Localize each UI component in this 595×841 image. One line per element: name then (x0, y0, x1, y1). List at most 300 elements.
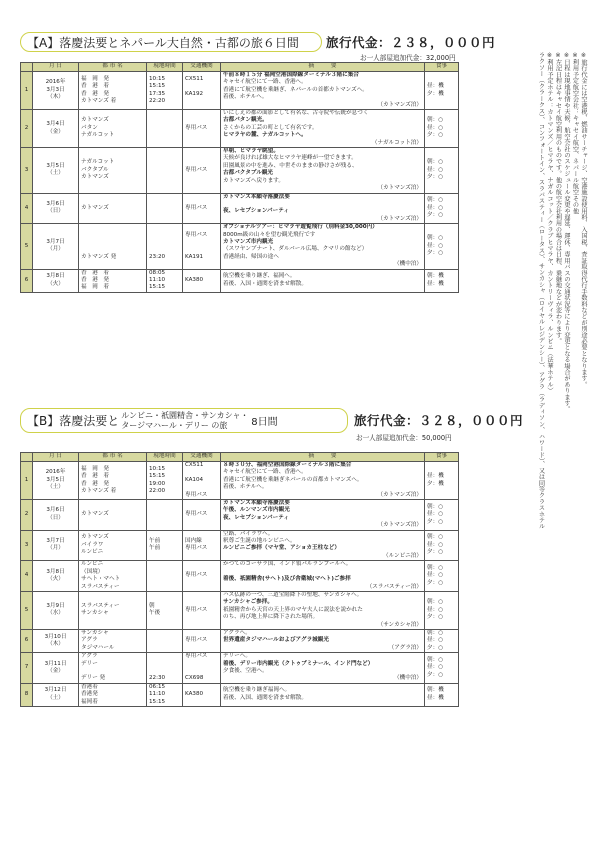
b_rows.5.meal-line: 夕：○ (427, 644, 444, 651)
time-cell (147, 653, 183, 684)
city-cell (79, 591, 147, 629)
b_rows.1.date-line: （日） (47, 514, 64, 521)
b_rows.2.date-line: （月） (47, 545, 64, 552)
a_rows.4.city-line (81, 246, 144, 253)
b_rows.6.meal-line: 朝：○ (427, 656, 444, 663)
b_rows.0.meal-line: 夕：機 (427, 480, 444, 487)
a_rows.4.desc-line: 8000m級の山々を望む観光飛行です (223, 231, 316, 238)
a_rows.0.desc-line: 香港にて航空機を乗継ぎ、ネパールの首都カトマンズへ。 (223, 86, 368, 93)
a_rows.5.time-line: 15:15 (149, 284, 166, 291)
b_rows.4.desc-line: のち、再び地上界に降下された場所。 (223, 614, 319, 621)
a_rows.2.meal-line: 夕：○ (427, 173, 444, 180)
city-cell (79, 462, 147, 500)
a_rows.3.meal-line: 朝：○ (427, 197, 444, 204)
time-cell (147, 269, 183, 292)
a_rows.4.city-line (81, 232, 144, 239)
tour-a-title: 【A】落慶法要とネパール大自然・古都の旅６日間 (27, 35, 299, 50)
city-cell (79, 193, 147, 224)
day-number: 1 (21, 462, 33, 500)
b_rows.7.time-line: 15:15 (149, 698, 166, 705)
b_rows.7.city-line: 香港着 (81, 683, 98, 690)
day-number: 1 (21, 72, 33, 110)
b_rows.3.date-line: 3月8日 (46, 568, 65, 575)
b_rows.0.desc-line: 香港にて航空機を乗継ぎネパールの首都カトマンズへ。 (223, 476, 363, 483)
date-cell (33, 683, 79, 706)
a_rows.5.city-line: 香 港 着 (81, 269, 109, 276)
tour-b-price: 旅行代金：３２８，０００円 (354, 413, 524, 428)
header-5: 食事 (425, 63, 459, 72)
a_rows.1.city-line: パタン (81, 124, 98, 131)
meal-cell (425, 72, 459, 110)
b_rows.0.desc-line: ８時３０分、福岡空港国際線ターミナル３階に集合 (223, 462, 352, 468)
a_rows.4.meal-line: 昼：○ (427, 242, 444, 249)
a_rows.2.city-line: バクタプル (81, 166, 109, 173)
overnight-stay: （カトマンズ泊） (377, 215, 422, 222)
a_rows.4.city-line (81, 239, 144, 246)
a_rows.3.desc-line: 夜、レセプションパーティ (223, 208, 289, 215)
a_rows.2.date-line: 3月5日 (46, 162, 65, 169)
tour-b-single-charge: お一人部屋追加代金：50,000円 (356, 434, 452, 442)
transport-cell (183, 193, 221, 224)
overnight-stay: （サンカシャ泊） (377, 621, 422, 628)
b_rows.6.time-line (149, 653, 180, 660)
a_rows.1.meal-line: 夕：○ (427, 132, 444, 139)
a_rows.4.trans-line (185, 246, 218, 253)
a_rows.2.desc-line: カトマンズへ戻ります。 (223, 177, 284, 184)
itinerary-row (21, 148, 459, 193)
b_rows.0.city-line: 香 港 発 (81, 480, 109, 487)
a_rows.3.meal-line: 昼：○ (427, 204, 444, 211)
b_rows.0.date-line: 2016年 (45, 469, 66, 476)
time-cell (147, 591, 183, 629)
a_rows.1.meal-line: 朝：○ (427, 117, 444, 124)
date-cell (33, 148, 79, 193)
b_rows.3.meal-line: 朝：○ (427, 564, 444, 571)
date-cell (33, 629, 79, 652)
meal-cell (425, 629, 459, 652)
b_rows.0.meal-line: 昼：機 (427, 473, 444, 480)
meal-cell (425, 591, 459, 629)
transport-cell (183, 462, 221, 500)
b_rows.2.desc-line: ルンビニご参拝（マヤ堂、アショカ王柱など） (223, 545, 340, 552)
time-cell (147, 72, 183, 110)
time-cell (147, 500, 183, 531)
header-2: 現地時間 (147, 453, 183, 462)
overnight-stay: （カトマンズ泊） (377, 491, 422, 498)
a_rows.2.date-line: （土） (47, 170, 64, 177)
a_rows.4.trans-line: 専用バス (185, 231, 208, 238)
b_rows.7.date-line: 3月12日 (44, 687, 67, 694)
note-line: ※利用予定ホテル：カトマンズ／ヒマラヤ、ナガルコット／クラブヒマラヤ、カントリーヴィラ、ルンビニ（法華ホテル） (546, 52, 553, 394)
b_rows.0.trans-line (185, 469, 218, 476)
header-4: 摘 要 (221, 453, 425, 462)
a_rows.4.time-line (149, 232, 180, 239)
a_rows.4.city-line: カトマンズ 発 (81, 253, 117, 260)
itinerary-row (21, 193, 459, 224)
date-cell (33, 193, 79, 224)
b_rows.0.desc-line: キャセイ航空にて一路、香港へ。 (223, 469, 307, 476)
tour-b-days: 8日間 (251, 417, 278, 428)
city-cell (79, 110, 147, 148)
b_rows.3.meal-line: 昼：○ (427, 572, 444, 579)
b_rows.4.date-line: （水） (47, 610, 64, 617)
city-cell (79, 224, 147, 269)
description-cell (221, 629, 425, 652)
header-no (21, 453, 33, 462)
b_rows.2.desc-line: 釈尊ご生誕の地ルンビニへ。 (223, 538, 296, 545)
a_rows.0.desc-line: キャセイ航空にて一路、香港へ。 (223, 79, 307, 86)
b_rows.0.time-line: 19:00 (149, 480, 166, 487)
b_rows.0.date-line: （土） (47, 484, 64, 491)
a_rows.5.trans-line (185, 284, 218, 291)
header-3: 交通機関 (183, 63, 221, 72)
header-0: 月 日 (33, 63, 79, 72)
day-number: 3 (21, 530, 33, 561)
transport-cell (183, 530, 221, 561)
tour-b-title-box (20, 408, 348, 433)
b_rows.7.date-line: （土） (47, 694, 64, 701)
b_rows.7.meal-line: 朝：機 (427, 687, 444, 694)
b_rows.6.city-line: アグラ (81, 653, 98, 660)
time-cell (147, 193, 183, 224)
a_rows.5.meal-line: 朝：機 (427, 273, 444, 280)
b_rows.4.city-line: スラバスティー (81, 603, 120, 610)
note-line: ※日程は現地事情や天候、航空会社のスケジュール変更や遅延、運休、専用バスの交通状況等により変更となる場合があります。 (563, 52, 570, 413)
b_rows.1.desc-line: カトマンズ本願寺落慶法要 (223, 500, 290, 507)
a_rows.3.city-line: カトマンズ (81, 204, 109, 211)
b_rows.3.city-line: ルンビニ (81, 561, 104, 568)
a_rows.0.trans-line: CX511 (185, 75, 204, 82)
a_rows.0.trans-line (185, 98, 218, 105)
meal-cell (425, 530, 459, 561)
b_rows.3.city-line: （国境） (81, 568, 104, 575)
city-cell (79, 269, 147, 292)
b_rows.1.trans-line: 専用バス (185, 511, 208, 518)
meal-cell (425, 193, 459, 224)
a_rows.5.date-line: （火） (47, 280, 64, 287)
b_rows.0.date-line: 3月5日 (46, 476, 65, 483)
b_rows.1.meal-line: 夕：○ (427, 518, 444, 525)
city-cell (79, 148, 147, 193)
a_rows.4.desc-line: 香港経由、帰国の途へ (223, 253, 279, 260)
header-5: 食事 (425, 453, 459, 462)
a_rows.2.city-line: カトマンズ (81, 173, 109, 180)
a_rows.3.desc-line: カトマンズ本願寺落慶法要 (223, 193, 290, 200)
day-number: 3 (21, 148, 33, 193)
b_rows.6.time-line: 22:30 (149, 675, 166, 682)
transport-cell (183, 72, 221, 110)
b_rows.7.trans-line: KA380 (185, 691, 204, 698)
a_rows.1.desc-line: ヒマラヤの麓、ナガルコットへ。 (223, 132, 307, 139)
a_rows.0.trans-line: KA192 (185, 90, 204, 97)
transport-cell (183, 110, 221, 148)
tour-b-title: 【B】落慶法要と (27, 414, 120, 428)
b_rows.6.trans-line: CX698 (185, 675, 204, 682)
b_rows.5.city-line: サンカシャ (81, 629, 109, 636)
b_rows.6.trans-line: 専用バス (185, 653, 208, 660)
b_rows.7.time-line: 11:10 (149, 691, 166, 698)
b_rows.4.desc-line: ハス仏跡の一つ、三道宝階降下の聖地、サンカシャへ。 (223, 591, 363, 598)
a_rows.0.time-line: 22:20 (149, 97, 166, 104)
b_rows.1.desc-line: 夜、レセプションパーティ (223, 514, 289, 521)
meal-cell (425, 653, 459, 684)
day-number: 5 (21, 224, 33, 269)
a_rows.0.trans-line (185, 83, 218, 90)
transport-cell (183, 224, 221, 269)
b_rows.0.city-line: カトマンズ 着 (81, 487, 117, 494)
a_rows.5.meal-line: 昼：機 (427, 280, 444, 287)
a_rows.3.trans-line: 専用バス (185, 204, 208, 211)
a_rows.4.desc-line: オプショナルツアー：ヒマラヤ遊覧飛行（別料金30,000円） (223, 224, 378, 231)
meal-cell (425, 683, 459, 706)
a_rows.5.city-line: 福 岡 着 (81, 284, 109, 291)
a_rows.0.time-line: 10:15 (149, 75, 166, 82)
b_rows.4.trans-line: 専用バス (185, 606, 208, 613)
b_rows.6.time-line (149, 668, 180, 675)
a_rows.4.meal-line: 夕：○ (427, 250, 444, 257)
a_rows.4.desc-line: カトマンズ市内観光 (223, 238, 274, 245)
description-cell (221, 269, 425, 292)
description-cell (221, 110, 425, 148)
b_rows.6.meal-line: 昼：○ (427, 664, 444, 671)
a_rows.0.meal-line: 夕：機 (427, 90, 444, 97)
a_rows.4.desc-line: （スワヤンブナート、ダルバール広場、クマリの館など） (223, 246, 368, 253)
b_rows.2.trans-line: 国内線 (185, 538, 202, 545)
b_rows.3.desc-line (223, 569, 422, 576)
a_rows.2.desc-line: 天候が良ければ雄大なヒマラヤ連峰が一望できます。 (223, 155, 357, 162)
header-no (21, 63, 33, 72)
a_rows.0.city-line: 福 岡 発 (81, 75, 109, 82)
tour-a-title-box (20, 32, 322, 52)
a_rows.0.time-line: 15:15 (149, 83, 166, 90)
a_rows.4.time-line: 23:20 (149, 253, 166, 260)
a_rows.5.time-line: 08:05 (149, 269, 166, 276)
header-3: 交通機関 (183, 453, 221, 462)
day-number: 5 (21, 591, 33, 629)
b_rows.0.trans-line: 専用バス (185, 491, 208, 498)
overnight-stay: （カトマンズ泊） (377, 522, 422, 529)
description-cell (221, 683, 425, 706)
a_rows.3.date-line: 3月6日 (46, 200, 65, 207)
b_rows.7.meal-line: 昼：機 (427, 694, 444, 701)
day-number: 4 (21, 561, 33, 592)
note-line: ラクソー（クラークス）、コンフォートイン、スラバスティー（ロータス）、サンカシャ（ロイヤルレジデンシー）、アグラ（ラディソン、ハワード）、又は同等クラスホテル (537, 52, 545, 530)
description-cell (221, 72, 425, 110)
city-cell (79, 530, 147, 561)
a_rows.1.desc-line: さくからの工芸の町として有名です。 (223, 124, 318, 131)
overnight-stay: （機中泊） (394, 261, 422, 268)
a_rows.2.meal-line: 朝：○ (427, 159, 444, 166)
b_rows.2.meal-line: 朝：○ (427, 534, 444, 541)
b_rows.2.meal-line: 夕：○ (427, 549, 444, 556)
b_rows.7.time-line: 06:15 (149, 683, 166, 690)
day-number: 2 (21, 110, 33, 148)
header-4: 摘 要 (221, 63, 425, 72)
a_rows.0.desc-line: 午前８時１５分 福岡空港国際線ターミナル３階に集合 (223, 72, 359, 78)
b_rows.4.desc-line: 祇園精舎から天宮の天上界のマヤ夫人に説法を説かれた (223, 606, 363, 613)
b_rows.7.city-line: 香港発 (81, 691, 98, 698)
header-1: 都 市 名 (79, 453, 147, 462)
city-cell (79, 629, 147, 652)
day-number: 6 (21, 629, 33, 652)
a_rows.4.trans-line (185, 239, 218, 246)
b_rows.6.trans-line (185, 668, 218, 675)
b_rows.3.city-line: サヘト・マヘト (81, 576, 121, 583)
date-cell (33, 462, 79, 500)
a_rows.0.city-line: 香 港 着 (81, 83, 109, 90)
date-cell (33, 530, 79, 561)
b_rows.1.desc-line: 午後、ルンマンズ市内観光 (223, 507, 290, 514)
transport-cell (183, 629, 221, 652)
b_rows.2.trans-line: 専用バス (185, 545, 208, 552)
meal-cell (425, 462, 459, 500)
b_rows.5.trans-line: 専用バス (185, 637, 208, 644)
note-line: ※左記日程はキャセイ航空利用のものです。他の航空会社利用の場合は日程、乗継地などが変わります。 (554, 52, 562, 345)
a_rows.1.city-line: ナガルコット (81, 132, 115, 139)
b_rows.0.time-line: 22:00 (149, 487, 166, 494)
b_rows.3.trans-line: 専用バス (185, 572, 208, 579)
time-cell (147, 530, 183, 561)
b_rows.6.date-line: （金） (47, 667, 64, 674)
a_rows.3.meal-line: 夕：○ (427, 212, 444, 219)
description-cell (221, 530, 425, 561)
b_rows.4.desc-line: サンカシャご参拝。 (223, 599, 273, 606)
city-cell (79, 683, 147, 706)
description-cell (221, 561, 425, 592)
time-cell (147, 110, 183, 148)
b_rows.0.time-line: 15:15 (149, 473, 166, 480)
b_rows.2.time-line: 午前 (149, 545, 161, 552)
b_rows.5.meal-line: 朝：○ (427, 629, 444, 636)
itinerary-row (21, 530, 459, 561)
date-cell (33, 110, 79, 148)
meal-cell (425, 224, 459, 269)
b_rows.3.meal-line: 夕：○ (427, 579, 444, 586)
a_rows.5.city-line: 香 港 発 (81, 276, 109, 283)
b_rows.6.desc-line: デリーへ。 (223, 653, 251, 660)
b_rows.0.trans-line: KA104 (185, 476, 204, 483)
date-cell (33, 561, 79, 592)
transport-cell (183, 653, 221, 684)
day-number: 8 (21, 683, 33, 706)
transport-cell (183, 683, 221, 706)
itinerary-row (21, 629, 459, 652)
a_rows.1.date-line: （金） (47, 128, 64, 135)
meal-cell (425, 269, 459, 292)
a_rows.1.desc-line: 古都パタン観光。 (223, 117, 268, 124)
b_rows.6.meal-line: 夕：○ (427, 671, 444, 678)
a_rows.0.meal-line: 昼：機 (427, 83, 444, 90)
a_rows.5.trans-line (185, 270, 218, 277)
b_rows.4.time-line: 午後 (149, 610, 161, 617)
b_rows.5.desc-line: アグラへ。 (223, 629, 251, 636)
itinerary-row (21, 72, 459, 110)
notes-column (462, 52, 587, 612)
city-cell (79, 72, 147, 110)
b_rows.3.date-line: （火） (47, 576, 64, 583)
overnight-stay: （カトマンズ泊） (377, 185, 422, 192)
a_rows.5.desc-line: 航空機を乗り継ぎ、福岡へ。 (223, 273, 296, 280)
b_rows.3.city-line: スラバスティー (81, 583, 120, 590)
itinerary-row (21, 224, 459, 269)
tour-b-title-sub: ルンビニ・祇園精舎・サンカシャ・タージマハール・デリー の旅 (121, 410, 249, 430)
overnight-stay: （カトマンズ泊） (377, 101, 422, 108)
b_rows.0.city-line: 福 岡 発 (81, 465, 109, 472)
b_rows.6.trans-line (185, 661, 218, 668)
b_rows.3.desc-line: かつてのコーサラ国、インド領バルランプールへ。 (223, 561, 352, 568)
a_rows.0.city-line: カトマンズ 着 (81, 97, 117, 104)
city-cell (79, 561, 147, 592)
b_rows.6.city-line: デリー (81, 660, 98, 667)
transport-cell (183, 561, 221, 592)
tour-a-price: 旅行代金：２３８，０００円 (326, 35, 496, 50)
transport-cell (183, 591, 221, 629)
note-line: ※利用予定航空会社：キャセイ航空、ネパール航空その他 (571, 52, 579, 214)
itinerary-row (21, 269, 459, 292)
b_rows.0.trans-line (185, 484, 218, 491)
description-cell (221, 462, 425, 500)
tour-a-single-charge: お一人部屋追加代金：32,000円 (360, 54, 456, 62)
date-cell (33, 224, 79, 269)
b_rows.6.date-line: 3月11日 (44, 660, 67, 667)
b_rows.0.city-line: 香 港 着 (81, 473, 109, 480)
b_rows.0.trans-line: CX511 (185, 462, 204, 468)
a_rows.5.time-line: 11:10 (149, 276, 166, 283)
b_rows.2.meal-line: 昼：○ (427, 541, 444, 548)
itinerary-row (21, 591, 459, 629)
city-cell (79, 653, 147, 684)
a_rows.0.time-line: 17:35 (149, 90, 166, 97)
meal-cell (425, 110, 459, 148)
b_rows.1.city-line: カトマンズ (81, 511, 109, 518)
tour-a-itinerary-table (20, 62, 459, 293)
a_rows.5.date-line: 3月8日 (46, 273, 65, 280)
itinerary-row (21, 653, 459, 684)
a_rows.4.time-line (149, 239, 180, 246)
a_rows.4.meal-line: 朝：○ (427, 235, 444, 242)
a_rows.2.desc-line: 早朝、ヒマラヤ眺望。 (223, 148, 279, 155)
itinerary-row (21, 683, 459, 706)
meal-cell (425, 561, 459, 592)
b_rows.4.meal-line: 夕：○ (427, 614, 444, 621)
a_rows.4.date-line: 3月7日 (46, 238, 65, 245)
time-cell (147, 561, 183, 592)
meal-cell (425, 500, 459, 531)
b_rows.5.meal-line: 昼：○ (427, 637, 444, 644)
header-0: 月 日 (33, 453, 79, 462)
a_rows.2.desc-line: 田園風景の中を進み、中世そのままの静けさが残る、 (223, 162, 358, 169)
a_rows.5.desc-line: 着後、入国・通関を済ませ解散。 (223, 280, 307, 287)
transport-cell (183, 500, 221, 531)
b_rows.0.time-line: 10:15 (149, 465, 166, 472)
b_rows.6.desc-line: 着後、デリー市内観光（クトゥブミナール、インド門など） (223, 660, 374, 667)
a_rows.5.trans-line: KA380 (185, 276, 204, 283)
b_rows.4.date-line: 3月9日 (46, 603, 65, 610)
b_rows.1.meal-line: 朝：○ (427, 503, 444, 510)
b_rows.5.date-line: （木） (47, 641, 64, 648)
tour-b-header-row (21, 453, 459, 462)
overnight-stay: （スラバスティー泊） (366, 583, 422, 590)
notes-vertical-text (536, 52, 587, 612)
overnight-stay: （ルンビニ泊） (382, 552, 422, 559)
tour-b-itinerary-table (20, 452, 459, 707)
b_rows.7.trans-line (185, 684, 218, 691)
day-number: 2 (21, 500, 33, 531)
itinerary-row (21, 110, 459, 148)
a_rows.1.desc-line: いにしえの都の面影として有名な、古寺院や伝統が息づく (223, 110, 369, 117)
overnight-stay: （機中泊） (394, 675, 422, 682)
meal-cell (425, 148, 459, 193)
